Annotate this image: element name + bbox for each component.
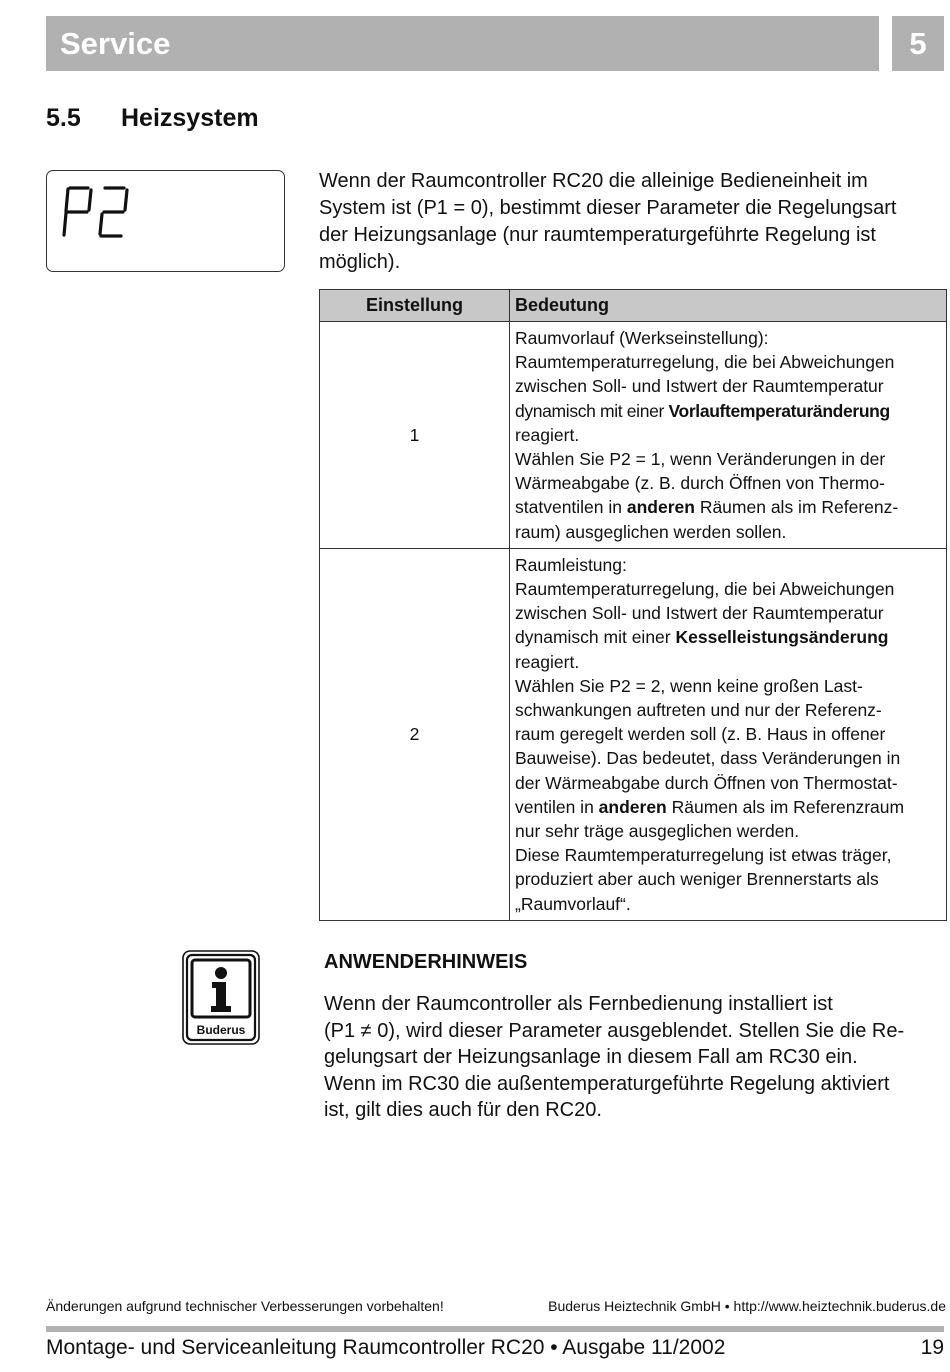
intro-line: möglich).	[319, 251, 401, 273]
page-number: 19	[920, 1336, 944, 1359]
meaning-line	[515, 495, 940, 519]
lcd-display	[46, 170, 285, 272]
meaning-line: raum geregelt werden soll (z. B. Haus in offener	[515, 724, 886, 745]
meaning-line: zwischen Soll- und Istwert der Raumtemperatur	[515, 376, 884, 397]
meaning-text: ventilen in	[515, 796, 599, 817]
notice-heading: ANWENDERHINWEIS	[324, 951, 528, 973]
setting-value: 1	[320, 322, 510, 549]
footer-document-title: Montage- und Serviceanleitung Raumcontroller RC20 • Ausgabe 11/2002	[46, 1336, 726, 1359]
meaning-line	[515, 795, 940, 819]
meaning-line: Wählen Sie P2 = 1, wenn Veränderungen in der	[515, 449, 886, 470]
table-row	[320, 322, 947, 549]
notice-line: Wenn im RC30 die außentemperaturgeführte Regelung aktiviert	[324, 1072, 890, 1095]
setting-value: 2	[320, 548, 510, 920]
meaning-emphasis: anderen	[626, 497, 695, 518]
meaning-emphasis: anderen	[598, 796, 667, 817]
section-heading	[46, 104, 259, 133]
parameter-table	[319, 289, 947, 921]
meaning-line: Raumvorlauf (Werkseinstellung):	[515, 328, 769, 348]
meaning-line: Wärmeabgabe (z. B. durch Öffnen von Thermo-	[515, 473, 885, 494]
meaning-line: der Wärmeabgabe durch Öffnen von Thermostat-	[515, 772, 898, 793]
footer-disclaimer: Änderungen aufgrund technischer Verbesserungen vorbehalten!	[46, 1298, 444, 1314]
meaning-line	[515, 625, 940, 649]
meaning-line: Wählen Sie P2 = 2, wenn keine großen Last-	[515, 675, 863, 696]
meaning-line: Raumtemperaturregelung, die bei Abweichungen	[515, 579, 895, 600]
info-icon	[182, 950, 260, 1045]
notice-line: ist, gilt dies auch für den RC20.	[324, 1099, 602, 1121]
setting-meaning	[510, 548, 947, 920]
meaning-line: Bauweise). Das bedeutet, dass Veränderungen in	[515, 748, 901, 769]
column-header-setting: Einstellung	[320, 290, 510, 322]
meaning-line: Raumleistung:	[515, 554, 627, 575]
section-number: 5.5	[46, 104, 81, 132]
meaning-line: zwischen Soll- und Istwert der Raumtemperatur	[515, 603, 884, 624]
intro-line: Wenn der Raumcontroller RC20 die alleinige Bedieneinheit im	[319, 170, 868, 192]
meaning-line: Diese Raumtemperaturregelung ist etwas träger,	[515, 845, 892, 866]
meaning-emphasis: Vorlauftemperaturänderung	[668, 400, 890, 421]
chapter-number	[892, 16, 944, 71]
meaning-text: statventilen in	[515, 497, 627, 518]
lcd-p2-icon	[61, 185, 171, 241]
section-title: Heizsystem	[121, 104, 259, 132]
meaning-emphasis: Kesselleistungsänderung	[675, 627, 889, 648]
notice-paragraph	[324, 991, 948, 1124]
meaning-text: Räumen als im Referenzraum	[666, 796, 905, 817]
chapter-label: 5	[909, 26, 927, 61]
notice-line: (P1 ≠ 0), wird dieser Parameter ausgeblendet. Stellen Sie die Re-	[324, 1019, 905, 1042]
table-row	[320, 548, 947, 920]
notice-line: gelungsart der Heizungsanlage in diesem Fall am RC30 ein.	[324, 1046, 858, 1068]
meaning-text: Räumen als im Referenz-	[694, 497, 899, 518]
meaning-line	[515, 399, 940, 423]
meaning-line: reagiert.	[515, 424, 580, 445]
meaning-line: nur sehr träge ausgeglichen werden.	[515, 821, 800, 842]
header-title: Service	[60, 26, 171, 61]
intro-line: System ist (P1 = 0), bestimmt dieser Parameter die Regelungsart	[319, 197, 897, 219]
footer-company: Buderus Heiztechnik GmbH • http://www.heiztechnik.buderus.de	[548, 1298, 946, 1314]
meaning-line: reagiert.	[515, 651, 580, 672]
meaning-line: „Raumvorlauf“.	[515, 893, 631, 914]
notice-line: Wenn der Raumcontroller als Fernbedienung installiert ist	[324, 993, 833, 1015]
buderus-info-icon	[182, 950, 260, 1045]
column-header-meaning: Bedeutung	[510, 290, 947, 322]
meaning-line: produziert aber auch weniger Brennerstarts als	[515, 869, 879, 890]
table-header-row	[320, 290, 947, 322]
meaning-text: dynamisch mit einer	[515, 627, 676, 648]
footer-divider	[46, 1326, 944, 1332]
meaning-line: Raumtemperaturregelung, die bei Abweichungen	[515, 352, 895, 373]
header-title-bar	[46, 16, 879, 71]
meaning-text: dynamisch mit einer	[515, 400, 669, 421]
brand-label: Buderus	[196, 1023, 246, 1037]
setting-meaning	[510, 322, 947, 549]
intro-line: der Heizungsanlage (nur raumtemperaturgeführte Regelung ist	[319, 224, 876, 246]
meaning-line: raum) ausgeglichen werden sollen.	[515, 521, 787, 542]
intro-paragraph	[319, 168, 947, 276]
meaning-line: schwankungen auftreten und nur der Referenz-	[515, 700, 882, 721]
